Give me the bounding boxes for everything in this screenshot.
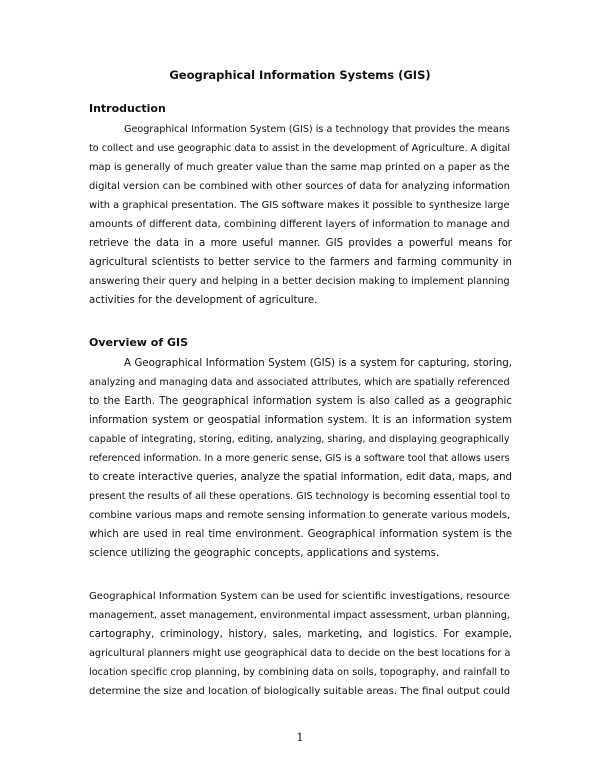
paragraph-line: information system or geospatial information system. It is an information system <box>89 415 512 426</box>
section-heading-introduction: Introduction <box>89 102 166 115</box>
paragraph-line: combine various maps and remote sensing information to generate various models, <box>89 510 511 521</box>
paragraph-line: digital version can be combined with other sources of data for analyzing information <box>89 181 510 192</box>
paragraph-line: agricultural scientists to better service to the farmers and farming community in <box>89 257 512 268</box>
paragraph-line: capable of integrating, storing, editing, analyzing, sharing, and displaying geographically <box>89 434 510 445</box>
paragraph-line: analyzing and managing data and associated attributes, which are spatially referenced <box>89 377 510 388</box>
paragraph-line: determine the size and location of biologically suitable areas. The final output could <box>89 686 511 697</box>
paragraph-line: amounts of different data, combining different layers of information to manage and <box>89 219 510 230</box>
paragraph-line: to create interactive queries, analyze the spatial information, edit data, maps, and <box>89 472 512 483</box>
paragraph-line: agricultural planners might use geographical data to decide on the best locations for a <box>89 648 511 659</box>
paragraph-line: referenced information. In a more generic sense, GIS is a software tool that allows users <box>89 453 510 464</box>
paragraph-line: management, asset management, environmental impact assessment, urban planning, <box>89 610 510 621</box>
section-heading-overview: Overview of GIS <box>89 336 189 349</box>
paragraph-overview-1 <box>89 354 512 563</box>
paragraph-line: Geographical Information System can be used for scientific investigations, resource <box>89 591 510 602</box>
paragraph-line: map is generally of much greater value than the same map printed on a paper as the <box>89 162 510 173</box>
paragraph-line: which are used in real time environment. Geographical information system is the <box>89 529 512 540</box>
paragraph-line: A Geographical Information System (GIS) is a system for capturing, storing, <box>124 358 512 369</box>
paragraph-line: present the results of all these operations. GIS technology is becoming essential tool to <box>89 491 511 502</box>
paragraph-line: with a graphical presentation. The GIS software makes it possible to synthesize large <box>89 200 510 211</box>
paragraph-line: cartography, criminology, history, sales, marketing, and logistics. For example, <box>89 629 512 640</box>
paragraph-line: retrieve the data in a more useful manner. GIS provides a powerful means for <box>89 238 512 249</box>
paragraph-line: to collect and use geographic data to assist in the development of Agriculture. A digital <box>89 143 511 154</box>
page-number: 1 <box>296 731 304 744</box>
page-title: Geographical Information Systems (GIS) <box>169 68 431 82</box>
paragraph-line: to the Earth. The geographical information system is also called as a geographic <box>89 396 512 407</box>
paragraph-line: science utilizing the geographic concepts, applications and systems. <box>89 548 440 559</box>
paragraph-line: Geographical Information System (GIS) is a technology that provides the means <box>124 124 510 135</box>
paragraph-line: answering their query and helping in a better decision making to implement planning <box>89 276 510 287</box>
paragraph-line: activities for the development of agriculture. <box>89 295 318 306</box>
paragraph-line: location specific crop planning, by combining data on soils, topography, and rainfall to <box>89 667 510 678</box>
paragraph-introduction <box>89 120 512 310</box>
paragraph-overview-2 <box>89 587 512 701</box>
